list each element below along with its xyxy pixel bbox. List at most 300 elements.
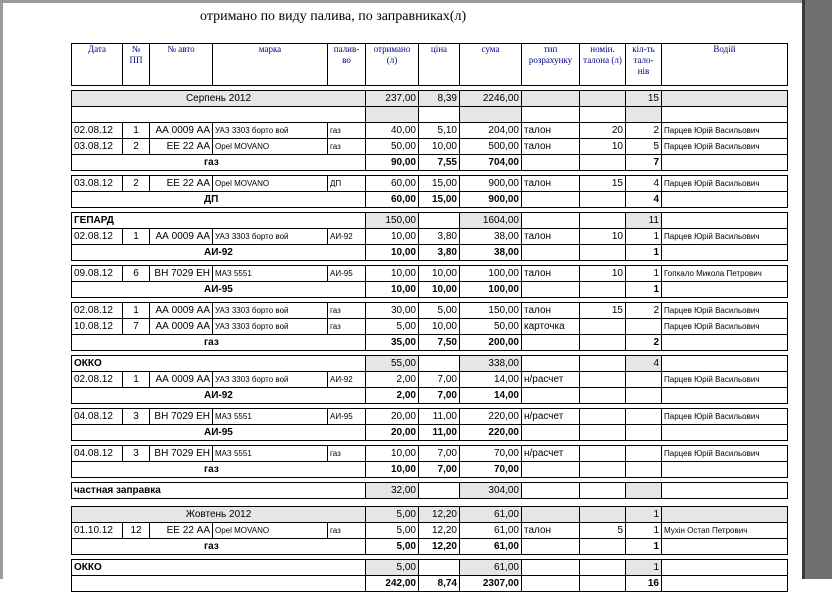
empty-cell	[580, 192, 626, 208]
car-cell: АА 0009 АА	[150, 303, 213, 319]
empty-cell	[522, 155, 580, 171]
empty-cell	[580, 425, 626, 441]
month-total-row	[72, 507, 788, 523]
station-coupons: 11	[626, 213, 662, 229]
station-total-row	[72, 107, 788, 123]
fuel-subtotal-received: 60,00	[366, 192, 419, 208]
spacer-row	[72, 499, 788, 507]
payment-type-cell: талон	[522, 123, 580, 139]
fuel-subtotal-row	[72, 425, 788, 441]
received-cell: 60,00	[366, 176, 419, 192]
nominal-cell: 15	[580, 303, 626, 319]
date-cell: 09.08.12	[72, 266, 123, 282]
received-cell: 30,00	[366, 303, 419, 319]
empty-cell	[662, 107, 788, 123]
price-cell: 10,00	[419, 319, 460, 335]
station-sum: 338,00	[460, 356, 522, 372]
car-cell: ЕЕ 22 АА	[150, 176, 213, 192]
empty-cell	[662, 576, 788, 592]
car-cell: ЕЕ 22 АА	[150, 139, 213, 155]
model-cell: Opel MOVANO	[213, 523, 328, 539]
driver-cell: Мухін Остап Петрович	[662, 523, 788, 539]
driver-cell: Парцев Юрій Васильович	[662, 409, 788, 425]
fuel-subtotal-sum: 100,00	[460, 282, 522, 298]
empty-cell	[522, 539, 580, 555]
header-number: № ПП	[123, 44, 150, 86]
empty-cell	[580, 483, 626, 499]
price-cell: 12,20	[419, 523, 460, 539]
nominal-cell	[580, 446, 626, 462]
driver-cell: Парцев Юрій Васильович	[662, 446, 788, 462]
fuel-subtotal-price: 15,00	[419, 192, 460, 208]
number-cell: 3	[123, 446, 150, 462]
fuel-cell: АИ-92	[328, 229, 366, 245]
received-cell: 5,00	[366, 319, 419, 335]
station-coupons: 4	[626, 356, 662, 372]
month-price: 12,20	[419, 507, 460, 523]
fuel-subtotal-label: АИ-95	[72, 425, 366, 441]
month-received: 5,00	[366, 507, 419, 523]
fuel-subtotal-coupons	[626, 462, 662, 478]
grand-total-price: 8,74	[419, 576, 460, 592]
fuel-cell: АИ-92	[328, 372, 366, 388]
empty-cell	[522, 107, 580, 123]
empty-cell	[662, 91, 788, 107]
header-model: марка	[213, 44, 328, 86]
fuel-subtotal-received: 5,00	[366, 539, 419, 555]
fuel-cell: газ	[328, 523, 366, 539]
empty-cell	[662, 507, 788, 523]
station-coupons	[626, 107, 662, 123]
empty-cell	[522, 335, 580, 351]
nominal-cell	[580, 372, 626, 388]
header-fuel: палив-во	[328, 44, 366, 86]
coupons-cell: 2	[626, 123, 662, 139]
car-cell: ВН 7029 ЕН	[150, 266, 213, 282]
coupons-cell	[626, 446, 662, 462]
fuel-subtotal-label: газ	[72, 539, 366, 555]
fuel-subtotal-price: 7,00	[419, 388, 460, 404]
month-total-row	[72, 91, 788, 107]
fuel-subtotal-sum: 704,00	[460, 155, 522, 171]
sum-cell: 61,00	[460, 523, 522, 539]
fuel-subtotal-sum: 70,00	[460, 462, 522, 478]
empty-cell	[662, 560, 788, 576]
grand-total-sum: 2307,00	[460, 576, 522, 592]
number-cell: 1	[123, 303, 150, 319]
empty-cell	[662, 539, 788, 555]
price-cell: 5,10	[419, 123, 460, 139]
payment-type-cell: талон	[522, 303, 580, 319]
coupons-cell	[626, 372, 662, 388]
fuel-subtotal-received: 35,00	[366, 335, 419, 351]
fuel-subtotal-row	[72, 335, 788, 351]
empty-cell	[662, 192, 788, 208]
header-sum: сума	[460, 44, 522, 86]
coupons-cell	[626, 409, 662, 425]
fuel-subtotal-coupons: 1	[626, 539, 662, 555]
fuel-subtotal-coupons: 1	[626, 245, 662, 261]
number-cell: 2	[123, 139, 150, 155]
fuel-subtotal-price: 7,55	[419, 155, 460, 171]
fuel-subtotal-row	[72, 388, 788, 404]
fuel-subtotal-label: газ	[72, 462, 366, 478]
fuel-subtotal-coupons: 7	[626, 155, 662, 171]
received-cell: 20,00	[366, 409, 419, 425]
received-cell: 2,00	[366, 372, 419, 388]
date-cell: 04.08.12	[72, 446, 123, 462]
window-frame-left	[0, 0, 3, 579]
station-price	[419, 213, 460, 229]
driver-cell: Парцев Юрій Васильович	[662, 123, 788, 139]
fuel-subtotal-label: АИ-95	[72, 282, 366, 298]
sum-cell: 204,00	[460, 123, 522, 139]
station-name	[72, 107, 366, 123]
received-cell: 40,00	[366, 123, 419, 139]
empty-cell	[522, 91, 580, 107]
station-total-row	[72, 213, 788, 229]
driver-cell: Парцев Юрій Васильович	[662, 139, 788, 155]
coupons-cell: 4	[626, 176, 662, 192]
model-cell: МАЗ 5551	[213, 266, 328, 282]
station-price	[419, 107, 460, 123]
empty-cell	[662, 425, 788, 441]
month-sum: 61,00	[460, 507, 522, 523]
nominal-cell: 20	[580, 123, 626, 139]
fuel-subtotal-label: газ	[72, 335, 366, 351]
empty-cell	[662, 282, 788, 298]
payment-type-cell: талон	[522, 523, 580, 539]
driver-cell: Парцев Юрій Васильович	[662, 319, 788, 335]
date-cell: 02.08.12	[72, 229, 123, 245]
month-coupons: 1	[626, 507, 662, 523]
empty-cell	[522, 576, 580, 592]
fuel-subtotal-row	[72, 155, 788, 171]
number-cell: 1	[123, 229, 150, 245]
empty-cell	[662, 335, 788, 351]
grand-total-row	[72, 576, 788, 592]
fuel-subtotal-price: 12,20	[419, 539, 460, 555]
station-received: 55,00	[366, 356, 419, 372]
empty-cell	[580, 245, 626, 261]
car-cell: ВН 7029 ЕН	[150, 409, 213, 425]
car-cell: АА 0009 АА	[150, 372, 213, 388]
empty-cell	[522, 462, 580, 478]
data-row	[72, 229, 788, 245]
fuel-subtotal-sum: 14,00	[460, 388, 522, 404]
header-car: № авто	[150, 44, 213, 86]
fuel-report-table	[71, 43, 788, 592]
empty-cell	[662, 213, 788, 229]
empty-cell	[580, 213, 626, 229]
station-sum: 304,00	[460, 483, 522, 499]
fuel-subtotal-coupons: 1	[626, 282, 662, 298]
station-total-row	[72, 356, 788, 372]
fuel-subtotal-received: 20,00	[366, 425, 419, 441]
nominal-cell: 10	[580, 266, 626, 282]
price-cell: 10,00	[419, 139, 460, 155]
header-row	[72, 44, 788, 86]
received-cell: 10,00	[366, 266, 419, 282]
model-cell: УАЗ 3303 борто вой	[213, 303, 328, 319]
fuel-subtotal-sum: 61,00	[460, 539, 522, 555]
coupons-cell: 1	[626, 523, 662, 539]
fuel-subtotal-received: 10,00	[366, 245, 419, 261]
coupons-cell: 5	[626, 139, 662, 155]
model-cell: Opel MOVANO	[213, 176, 328, 192]
price-cell: 3,80	[419, 229, 460, 245]
empty-cell	[522, 282, 580, 298]
payment-type-cell: карточка	[522, 319, 580, 335]
fuel-cell: газ	[328, 446, 366, 462]
price-cell: 5,00	[419, 303, 460, 319]
car-cell: ВН 7029 ЕН	[150, 446, 213, 462]
data-row	[72, 176, 788, 192]
grand-total-coupons: 16	[626, 576, 662, 592]
number-cell: 1	[123, 372, 150, 388]
payment-type-cell: н/расчет	[522, 446, 580, 462]
number-cell: 2	[123, 176, 150, 192]
fuel-subtotal-price: 7,50	[419, 335, 460, 351]
station-name: ГЕПАРД	[72, 213, 366, 229]
model-cell: МАЗ 5551	[213, 446, 328, 462]
empty-cell	[662, 356, 788, 372]
sum-cell: 500,00	[460, 139, 522, 155]
date-cell: 02.08.12	[72, 123, 123, 139]
fuel-subtotal-price: 7,00	[419, 462, 460, 478]
station-sum	[460, 107, 522, 123]
data-row	[72, 319, 788, 335]
fuel-subtotal-received: 10,00	[366, 462, 419, 478]
data-row	[72, 266, 788, 282]
date-cell: 03.08.12	[72, 139, 123, 155]
nominal-cell: 15	[580, 176, 626, 192]
model-cell: УАЗ 3303 борто вой	[213, 123, 328, 139]
coupons-cell: 1	[626, 266, 662, 282]
date-cell: 01.10.12	[72, 523, 123, 539]
data-row	[72, 303, 788, 319]
empty-cell	[580, 560, 626, 576]
received-cell: 10,00	[366, 446, 419, 462]
nominal-cell: 5	[580, 523, 626, 539]
received-cell: 10,00	[366, 229, 419, 245]
fuel-subtotal-received: 90,00	[366, 155, 419, 171]
payment-type-cell: н/расчет	[522, 409, 580, 425]
fuel-subtotal-label: АИ-92	[72, 245, 366, 261]
empty-cell	[522, 483, 580, 499]
empty-cell	[662, 388, 788, 404]
driver-cell: Парцев Юрій Васильович	[662, 176, 788, 192]
header-coupons: кіл-ть тало-нів	[626, 44, 662, 86]
sum-cell: 220,00	[460, 409, 522, 425]
fuel-subtotal-coupons: 2	[626, 335, 662, 351]
fuel-cell: газ	[328, 123, 366, 139]
station-price	[419, 560, 460, 576]
header-received: отримано (л)	[366, 44, 419, 86]
spacer-cell	[72, 499, 788, 507]
empty-cell	[580, 91, 626, 107]
price-cell: 15,00	[419, 176, 460, 192]
model-cell: МАЗ 5551	[213, 409, 328, 425]
sum-cell: 150,00	[460, 303, 522, 319]
number-cell: 12	[123, 523, 150, 539]
price-cell: 7,00	[419, 372, 460, 388]
fuel-subtotal-received: 10,00	[366, 282, 419, 298]
number-cell: 1	[123, 123, 150, 139]
empty-cell	[580, 507, 626, 523]
driver-cell: Парцев Юрій Васильович	[662, 229, 788, 245]
fuel-cell: газ	[328, 319, 366, 335]
driver-cell: Парцев Юрій Васильович	[662, 303, 788, 319]
month-label: Жовтень 2012	[72, 507, 366, 523]
empty-cell	[580, 335, 626, 351]
car-cell: АА 0009 АА	[150, 229, 213, 245]
fuel-subtotal-label: АИ-92	[72, 388, 366, 404]
report-title: отримано по виду палива, по заправниках(л)	[200, 9, 467, 24]
fuel-cell: АИ-95	[328, 266, 366, 282]
car-cell: АА 0009 АА	[150, 123, 213, 139]
empty-cell	[522, 507, 580, 523]
date-cell: 02.08.12	[72, 303, 123, 319]
price-cell: 7,00	[419, 446, 460, 462]
empty-cell	[522, 356, 580, 372]
fuel-subtotal-received: 2,00	[366, 388, 419, 404]
fuel-subtotal-row	[72, 539, 788, 555]
number-cell: 7	[123, 319, 150, 335]
date-cell: 02.08.12	[72, 372, 123, 388]
fuel-subtotal-sum: 38,00	[460, 245, 522, 261]
window-frame-right	[802, 0, 832, 579]
nominal-cell: 10	[580, 139, 626, 155]
empty-cell	[662, 462, 788, 478]
driver-cell: Гопкало Микола Петрович	[662, 266, 788, 282]
station-total-row	[72, 560, 788, 576]
fuel-subtotal-coupons	[626, 388, 662, 404]
price-cell: 10,00	[419, 266, 460, 282]
data-row	[72, 446, 788, 462]
header-driver: Водій	[662, 44, 788, 86]
station-total-row	[72, 483, 788, 499]
coupons-cell: 2	[626, 303, 662, 319]
station-received: 150,00	[366, 213, 419, 229]
empty-cell	[580, 539, 626, 555]
received-cell: 5,00	[366, 523, 419, 539]
sum-cell: 70,00	[460, 446, 522, 462]
fuel-subtotal-row	[72, 462, 788, 478]
empty-cell	[580, 282, 626, 298]
fuel-subtotal-coupons	[626, 425, 662, 441]
car-cell: ЕЕ 22 АА	[150, 523, 213, 539]
fuel-subtotal-price: 11,00	[419, 425, 460, 441]
nominal-cell	[580, 319, 626, 335]
sum-cell: 38,00	[460, 229, 522, 245]
data-row	[72, 409, 788, 425]
date-cell: 04.08.12	[72, 409, 123, 425]
grand-total-label	[72, 576, 366, 592]
coupons-cell: 1	[626, 229, 662, 245]
fuel-cell: АИ-95	[328, 409, 366, 425]
empty-cell	[580, 388, 626, 404]
station-price	[419, 483, 460, 499]
station-name: ОККО	[72, 356, 366, 372]
data-row	[72, 372, 788, 388]
empty-cell	[662, 483, 788, 499]
empty-cell	[580, 107, 626, 123]
model-cell: Opel MOVANO	[213, 139, 328, 155]
station-price	[419, 356, 460, 372]
station-coupons	[626, 483, 662, 499]
model-cell: УАЗ 3303 борто вой	[213, 372, 328, 388]
station-sum: 1604,00	[460, 213, 522, 229]
fuel-subtotal-price: 10,00	[419, 282, 460, 298]
fuel-subtotal-sum: 200,00	[460, 335, 522, 351]
fuel-subtotal-sum: 220,00	[460, 425, 522, 441]
sum-cell: 100,00	[460, 266, 522, 282]
report-body	[72, 44, 788, 592]
empty-cell	[522, 245, 580, 261]
fuel-subtotal-label: газ	[72, 155, 366, 171]
fuel-cell: газ	[328, 139, 366, 155]
nominal-cell: 10	[580, 229, 626, 245]
payment-type-cell: талон	[522, 266, 580, 282]
empty-cell	[662, 245, 788, 261]
empty-cell	[522, 560, 580, 576]
data-row	[72, 123, 788, 139]
fuel-subtotal-label: ДП	[72, 192, 366, 208]
model-cell: УАЗ 3303 борто вой	[213, 319, 328, 335]
month-received: 237,00	[366, 91, 419, 107]
number-cell: 3	[123, 409, 150, 425]
coupons-cell	[626, 319, 662, 335]
date-cell: 10.08.12	[72, 319, 123, 335]
empty-cell	[580, 356, 626, 372]
month-sum: 2246,00	[460, 91, 522, 107]
driver-cell: Парцев Юрій Васильович	[662, 372, 788, 388]
nominal-cell	[580, 409, 626, 425]
station-sum: 61,00	[460, 560, 522, 576]
empty-cell	[522, 192, 580, 208]
sum-cell: 50,00	[460, 319, 522, 335]
number-cell: 6	[123, 266, 150, 282]
month-price: 8,39	[419, 91, 460, 107]
grand-total-received: 242,00	[366, 576, 419, 592]
fuel-subtotal-row	[72, 192, 788, 208]
station-received: 5,00	[366, 560, 419, 576]
fuel-subtotal-sum: 900,00	[460, 192, 522, 208]
empty-cell	[522, 425, 580, 441]
fuel-subtotal-price: 3,80	[419, 245, 460, 261]
data-row	[72, 139, 788, 155]
payment-type-cell: талон	[522, 139, 580, 155]
payment-type-cell: н/расчет	[522, 372, 580, 388]
sum-cell: 900,00	[460, 176, 522, 192]
month-coupons: 15	[626, 91, 662, 107]
fuel-subtotal-row	[72, 245, 788, 261]
header-nominal: номін. талона (л)	[580, 44, 626, 86]
station-name: частная заправка	[72, 483, 366, 499]
date-cell: 03.08.12	[72, 176, 123, 192]
month-label: Серпень 2012	[72, 91, 366, 107]
model-cell: УАЗ 3303 борто вой	[213, 229, 328, 245]
station-coupons: 1	[626, 560, 662, 576]
empty-cell	[580, 462, 626, 478]
empty-cell	[580, 155, 626, 171]
station-received: 32,00	[366, 483, 419, 499]
payment-type-cell: талон	[522, 229, 580, 245]
fuel-subtotal-coupons: 4	[626, 192, 662, 208]
empty-cell	[580, 576, 626, 592]
car-cell: АА 0009 АА	[150, 319, 213, 335]
